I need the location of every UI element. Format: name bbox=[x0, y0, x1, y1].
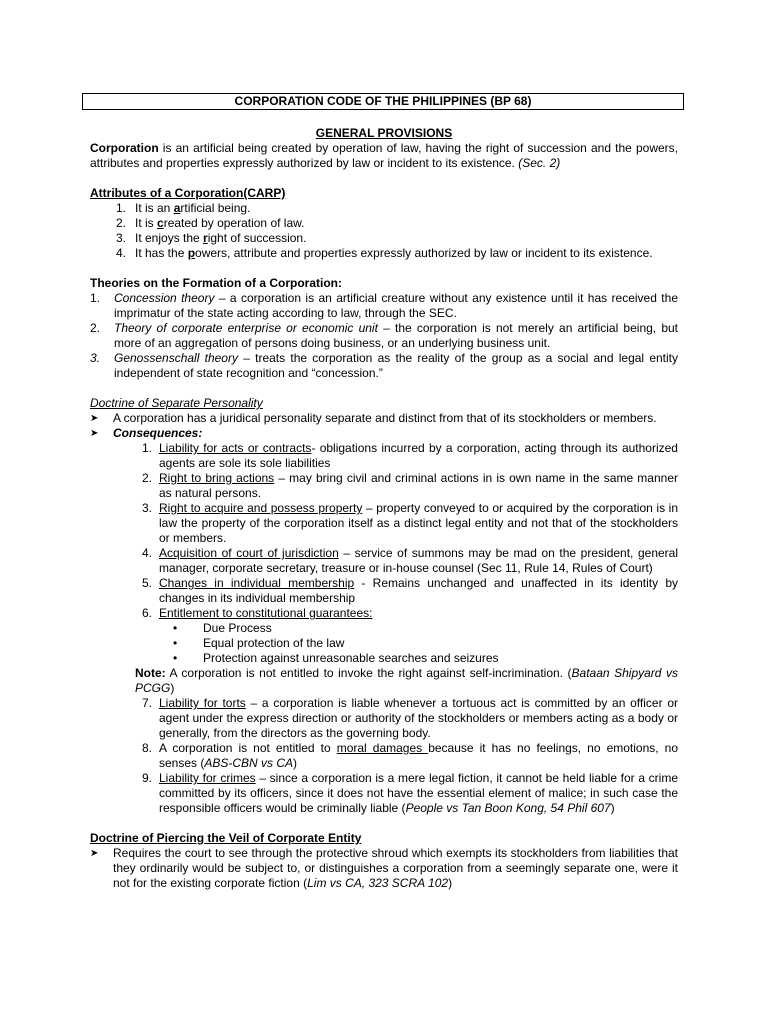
list-item: 3. It enjoys the right of succession. bbox=[115, 231, 307, 245]
theories-heading: Theories on the Formation of a Corporation: bbox=[90, 276, 342, 290]
arrow-bullet-icon: ➤ bbox=[90, 413, 99, 424]
list-item: ➤ A corporation has a juridical personality separate and distinct from that of its stockholders or members. bbox=[90, 411, 657, 425]
list-item: 8. A corporation is not entitled to moral damages because it has no feelings, no emotions, no senses (ABS-CBN vs CA) bbox=[141, 741, 678, 770]
list-item: • Protection against unreasonable searches and seizures bbox=[173, 651, 499, 665]
document-title: CORPORATION CODE OF THE PHILIPPINES (BP 68) bbox=[82, 93, 684, 110]
list-item: 2. It is created by operation of law. bbox=[115, 216, 305, 230]
arrow-bullet-icon: ➤ bbox=[90, 428, 99, 439]
definition-cite: (Sec. 2) bbox=[518, 156, 561, 170]
piercing-veil-heading: Doctrine of Piercing the Veil of Corporate Entity bbox=[90, 831, 362, 845]
arrow-bullet-icon: ➤ bbox=[90, 848, 99, 859]
list-item: 4. Acquisition of court of jurisdiction – service of summons may be mad on the president, general manager, corporate secretary, treasure or in-house counsel (Sec 11, Rule 14, Rules of Court) bbox=[141, 546, 678, 575]
section-heading-general-provisions: GENERAL PROVISIONS bbox=[315, 126, 453, 140]
definition-text: is an artificial being created by operation of law, having the right of succession and the powers, attributes and properties expressly authorized by law or incident to its existence. bbox=[90, 141, 678, 170]
separate-personality-heading: Doctrine of Separate Personality bbox=[90, 396, 263, 410]
list-item: • Due Process bbox=[173, 621, 272, 635]
bullet-icon: • bbox=[173, 621, 178, 635]
list-item: 9. Liability for crimes – since a corporation is a mere legal fiction, it cannot be held liable for a crime committed by its officers, since it does not have the essential element of malice; in such case the responsible officers would be criminally liable (People vs Tan Boon Kong, 54 Phil 607) bbox=[141, 771, 678, 815]
note-self-incrimination: Note: A corporation is not entitled to invoke the right against self-incrimination. (Bataan Shipyard vs PCGG) bbox=[135, 666, 678, 695]
list-item: 3. Right to acquire and possess property – property conveyed to or acquired by the corporation is in law the property of the corporation itself as a distinct legal entity and not that of the stockholders or members. bbox=[141, 501, 678, 545]
attributes-heading-text: Attributes of a Corporation(CARP) bbox=[90, 186, 286, 200]
list-item: 1. Liability for acts or contracts- obligations incurred by a corporation, acting through its authorized agents are sole its sole liabilities bbox=[141, 441, 678, 470]
list-item: • Equal protection of the law bbox=[173, 636, 345, 650]
list-item: 3. Genossenschall theory – treats the corporation as the reality of the group as a social and legal entity independent of state recognition and “concession.” bbox=[90, 351, 679, 380]
bullet-icon: • bbox=[173, 636, 178, 650]
definition-term: Corporation bbox=[90, 141, 159, 155]
list-item: ➤ Requires the court to see through the protective shroud which exempts its stockholders from liabilities that they ordinarily would be subject to, or distinguishes a corporation from a seemingly separate one, were it not for the existing corporate fiction (Lim vs CA, 323 SCRA 102) bbox=[90, 846, 678, 890]
attributes-heading bbox=[90, 186, 678, 201]
list-item: 1. It is an artificial being. bbox=[115, 201, 251, 215]
list-item: 1. Concession theory – a corporation is an artificial creature without any existence until it has received the imprimatur of the state acting according to law, through the SEC. bbox=[90, 291, 678, 320]
list-item: 4. It has the powers, attribute and properties expressly authorized by law or incident to its existence. bbox=[115, 246, 653, 260]
document-body bbox=[90, 126, 678, 891]
list-item: 6. Entitlement to constitutional guarantees: bbox=[141, 606, 373, 620]
bullet-icon: • bbox=[173, 651, 178, 665]
list-item: 2. Theory of corporate enterprise or economic unit – the corporation is not merely an artificial being, but more of an aggregation of persons doing business, or an underlying business unit. bbox=[90, 321, 678, 350]
list-item: 7. Liability for torts – a corporation is liable whenever a tortuous act is committed by an officer or agent under the express direction or authority of the stockholders or members acting as a body or generally, from the directors as the governing body. bbox=[141, 696, 678, 740]
list-item: 2. Right to bring actions – may bring civil and criminal actions in is own name in the same manner as natural persons. bbox=[141, 471, 678, 500]
corporation-definition bbox=[90, 141, 678, 171]
list-item: 5. Changes in individual membership - Remains unchanged and unaffected in its identity by changes in its individual membership bbox=[141, 576, 678, 605]
list-item: ➤ Consequences: bbox=[90, 426, 203, 440]
